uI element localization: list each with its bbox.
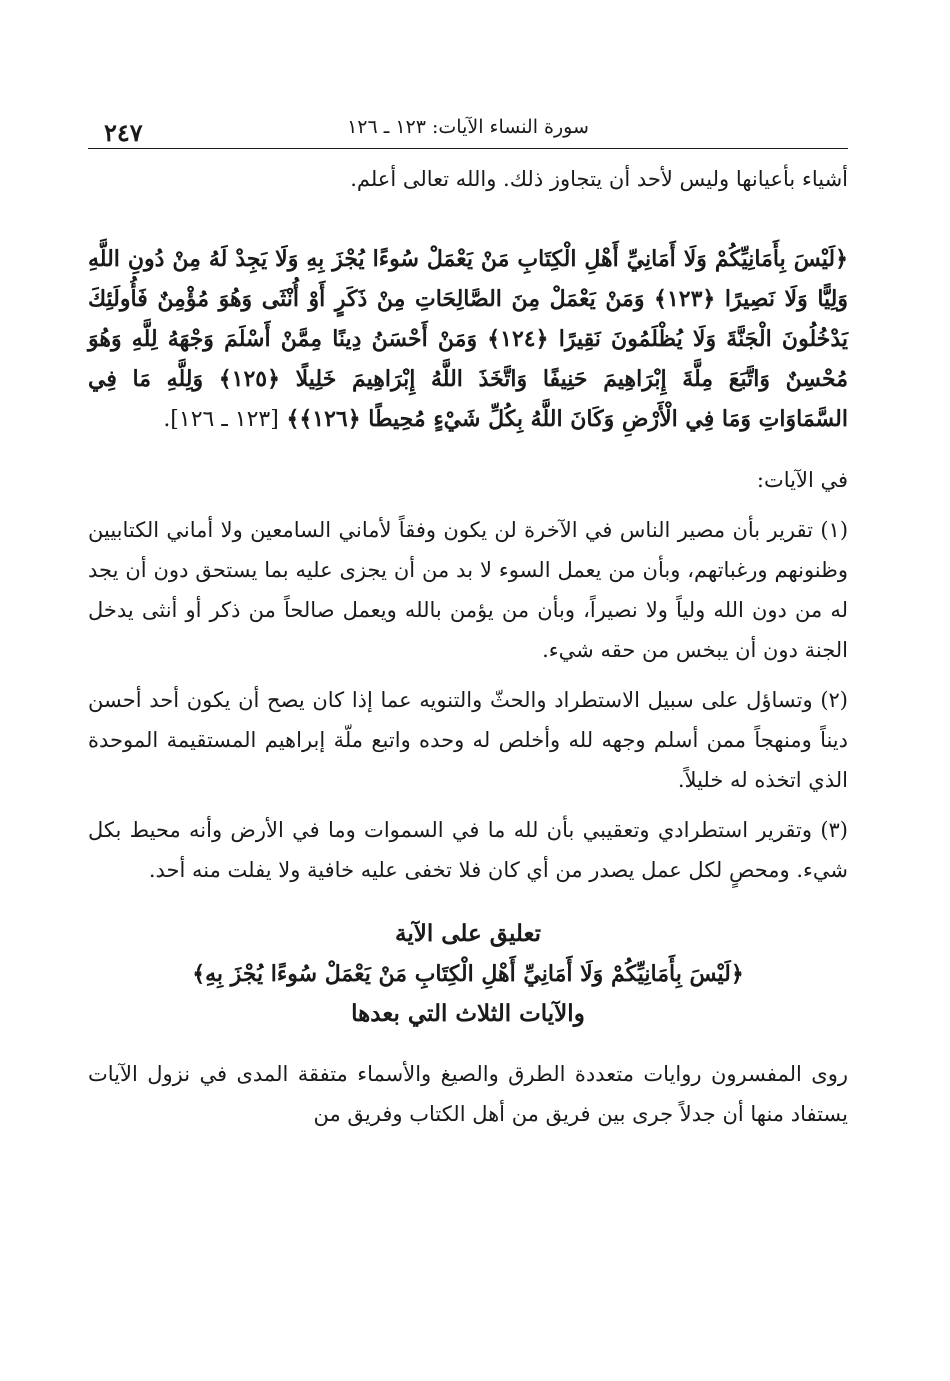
body-paragraph: روى المفسرون روايات متعددة الطرق والصيغ والأسماء متفقة المدى في نزول الآيات يستفاد منها أن جدلاً جرى بين فريق من أهل الكتاب وفريق من (88, 1062, 848, 1126)
comment-heading-verse: ﴿لَيْسَ بِأَمَانِيِّكُمْ وَلَا أَمَانِيِّ أَهْلِ الْكِتَابِ مَنْ يَعْمَلْ سُوءًا يُجْزَ بِهِ﴾ (192, 961, 744, 987)
running-header (88, 112, 848, 149)
section-label: في الآيات: (756, 468, 848, 492)
comment-heading-subtitle: والآيات الثلاث التي بعدها (351, 1000, 585, 1027)
book-page (88, 112, 848, 1134)
comment-heading-title: تعليق على الآية (395, 920, 541, 947)
point-3: (٣) وتقرير استطرادي وتعقيبي بأن لله ما في السموات وما في الأرض وأنه محيط بكل شيء. ومحصٍ لكل عمل يصدر من أي كان فلا تخفى عليه خافية ولا يفلت منه أحد. (88, 818, 848, 882)
intro-line: أشياء بأعيانها وليس لأحد أن يتجاوز ذلك. والله تعالى أعلم. (350, 167, 848, 191)
comment-heading (88, 914, 848, 1034)
quran-verse-block (88, 239, 848, 440)
page-number: ٢٤٧ (104, 118, 143, 147)
running-title: سورة النساء الآيات: ١٢٣ ـ ١٢٦ (347, 116, 589, 138)
point-2: (٢) وتساؤل على سبيل الاستطراد والحثّ والتنويه عما إذا كان يصح أن يكون أحد أحسن ديناً ومنهجاً ممن أسلم وجهه لله وأخلص له وحده واتبع ملّة إبراهيم المستقيمة الموحدة الذي اتخذه له خليلاً. (88, 688, 848, 792)
verse-reference: [١٢٣ ـ ١٢٦]. (163, 407, 279, 432)
point-1: (١) تقرير بأن مصير الناس في الآخرة لن يكون وفقاً لأماني السامعين ولا أماني الكتابيين وظنونهم ورغباتهم، وبأن من يعمل السوء لا بد من أن يجزى عليه بما يستحق دون أن يجد له من دون الله ولياً ولا نصيراً، وبأن من يؤمن بالله ويعمل صالحاً من ذكر أو أنثى يدخل الجنة دون أن يبخس من حقه شيء. (88, 518, 849, 662)
verse-text: ﴿لَيْسَ بِأَمَانِيِّكُمْ وَلَا أَمَانِيِّ أَهْلِ الْكِتَابِ مَنْ يَعْمَلْ سُوءًا يُجْزَ بِهِ وَلَا يَجِدْ لَهُ مِنْ دُونِ اللَّهِ وَلِيًّا وَلَا نَصِيرًا ﴿١٢٣﴾ وَمَنْ يَعْمَلْ مِنَ الصَّالِحَاتِ مِنْ ذَكَرٍ أَوْ أُنْثَى وَهُوَ مُؤْمِنٌ فَأُولَئِكَ يَدْخُلُونَ الْجَنَّةَ وَلَا يُظْلَمُونَ نَقِيرًا ﴿١٢٤﴾ وَمَنْ أَحْسَنُ دِينًا مِمَّنْ أَسْلَمَ وَجْهَهُ لِلَّهِ وَهُوَ مُحْسِنٌ وَاتَّبَعَ مِلَّةَ إِبْرَاهِيمَ حَنِيفًا وَاتَّخَذَ اللَّهُ إِبْرَاهِيمَ خَلِيلًا ﴿١٢٥﴾ وَلِلَّهِ مَا فِي السَّمَاوَاتِ وَمَا فِي الْأَرْضِ وَكَانَ اللَّهُ بِكُلِّ شَيْءٍ مُحِيطًا ﴿١٢٦﴾﴾ (88, 246, 848, 432)
